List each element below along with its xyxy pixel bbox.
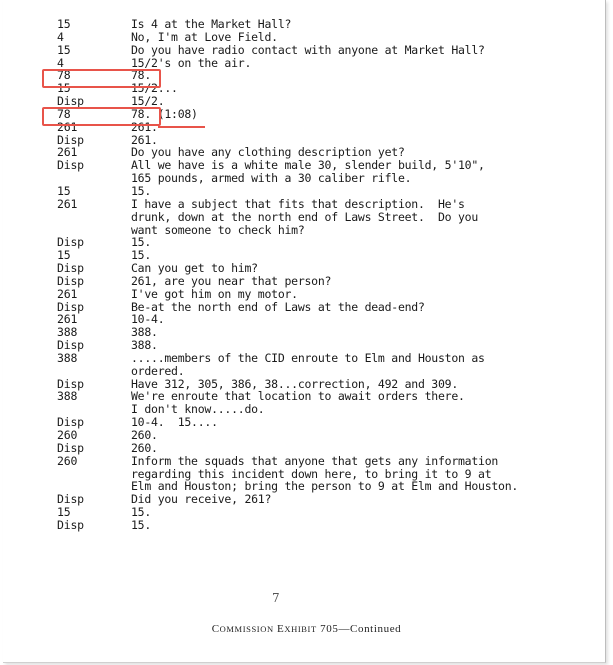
speaker-id: 388	[57, 350, 78, 365]
transmission-text: ordered.	[131, 363, 185, 378]
transmission-text: drunk, down at the north end of Laws Street. Do you	[131, 209, 479, 224]
transcript-line	[0, 288, 613, 301]
speaker-id: Disp	[57, 235, 84, 250]
transmission-text: I don't know.....do.	[131, 402, 265, 417]
transmission-text: 10-4.	[131, 312, 165, 327]
highlight-underline-time	[158, 126, 205, 128]
transmission-text: 15/2's on the air.	[131, 55, 252, 70]
transcript-line	[0, 262, 613, 275]
transcript-line	[0, 493, 613, 506]
speaker-id: 4	[57, 55, 64, 70]
speaker-id: Disp	[57, 132, 84, 147]
transmission-text: 388.	[131, 325, 158, 340]
transcript-line	[0, 224, 613, 237]
transmission-text: All we have is a white male 30, slender build, 5'10",	[131, 158, 485, 173]
speaker-id: 261	[57, 312, 78, 327]
transcript-line	[0, 480, 613, 493]
speaker-id: 15	[57, 17, 71, 31]
speaker-id: 15	[57, 42, 71, 57]
speaker-id: Disp	[57, 338, 84, 353]
transcript-line	[0, 18, 613, 31]
speaker-id: 78	[57, 68, 71, 83]
transcript-line	[0, 172, 613, 185]
speaker-id: Disp	[57, 376, 84, 391]
speaker-id: 15	[57, 505, 71, 520]
transmission-text: Have 312, 305, 386, 38...correction, 492 and 309.	[131, 376, 459, 391]
transmission-text: Inform the squads that anyone that gets any information	[131, 453, 499, 468]
transcript-line	[0, 275, 613, 288]
footer-commission-initial: C	[211, 623, 220, 635]
transcript-line	[0, 211, 613, 224]
transmission-text: Is 4 at the Market Hall?	[131, 17, 292, 31]
transmission-text: 10-4. 15....	[131, 415, 218, 430]
speaker-id: 78	[57, 106, 71, 121]
transmission-text: 261, are you near that person?	[131, 273, 332, 288]
transcript-line	[0, 339, 613, 352]
transcript-line	[0, 352, 613, 365]
transmission-text: regarding this incident down here, to bring it to 9 at	[131, 466, 492, 481]
speaker-id: 4	[57, 29, 64, 44]
transmission-text: 260.	[131, 428, 158, 442]
transmission-text: No, I'm at Love Field.	[131, 29, 278, 44]
speaker-id: 261	[57, 286, 78, 301]
transcript-line	[0, 301, 613, 314]
transmission-text: 15.	[131, 183, 152, 198]
transmission-text: 261.	[131, 119, 158, 134]
transmission-text: 388.	[131, 338, 158, 353]
speaker-id: 388	[57, 389, 78, 404]
transcript-line	[0, 31, 613, 44]
speaker-id: Disp	[57, 517, 84, 532]
transmission-text: Do you have any clothing description yet?	[131, 145, 405, 160]
transcript-line	[0, 95, 613, 108]
transmission-text: 15/2.	[131, 94, 165, 109]
transmission-text: Did you receive, 261?	[131, 492, 272, 507]
transcript-line	[0, 57, 613, 70]
page-mark: 7	[272, 591, 281, 605]
exhibit-footer	[0, 623, 613, 635]
radio-log-transcript	[0, 18, 613, 532]
footer-exhibit-rest: XHIBIT	[284, 624, 317, 634]
transcript-line	[0, 198, 613, 211]
transmission-text: I've got him on my motor.	[131, 286, 298, 301]
transmission-text: 15/2...	[131, 81, 178, 96]
speaker-id: 260	[57, 453, 78, 468]
speaker-id: 261	[57, 119, 78, 134]
speaker-id: Disp	[57, 492, 84, 507]
transmission-text: I have a subject that fits that description. He's	[131, 196, 465, 211]
transcript-line	[0, 326, 613, 339]
speaker-id: 388	[57, 325, 78, 340]
transcript-line	[0, 519, 613, 532]
speaker-id: Disp	[57, 273, 84, 288]
transcript-line	[0, 403, 613, 416]
footer-commission-rest: OMMISSION	[219, 624, 274, 634]
transcript-line	[0, 442, 613, 455]
transcript-line	[0, 416, 613, 429]
speaker-id: 261	[57, 196, 78, 211]
speaker-id: 261	[57, 145, 78, 160]
speaker-id: Disp	[57, 158, 84, 173]
transcript-line	[0, 429, 613, 442]
footer-exhibit-initial: E	[277, 623, 285, 635]
speaker-id: Disp	[57, 94, 84, 109]
transmission-text: 165 pounds, armed with a 30 caliber rifle.	[131, 171, 412, 186]
transmission-text: We're enroute that location to await orders there.	[131, 389, 465, 404]
speaker-id: 15	[57, 81, 71, 96]
speaker-id: Disp	[57, 415, 84, 430]
transcript-line	[0, 249, 613, 262]
transmission-text: 15.	[131, 505, 152, 520]
transcript-line	[0, 506, 613, 519]
transmission-text: Elm and Houston; bring the person to 9 at Elm and Houston.	[131, 479, 519, 494]
transcript-line	[0, 313, 613, 326]
transmission-text: 260.	[131, 440, 158, 455]
speaker-id: 15	[57, 248, 71, 263]
transmission-text: 78.	[131, 68, 152, 83]
transmission-text: 15.	[131, 235, 152, 250]
speaker-id: Disp	[57, 261, 84, 276]
speaker-id: 15	[57, 183, 71, 198]
highlight-box-78-first	[42, 69, 161, 88]
speaker-id: Disp	[57, 440, 84, 455]
transcript-line	[0, 365, 613, 378]
speaker-id: Disp	[57, 299, 84, 314]
transcript-line	[0, 185, 613, 198]
transmission-text: 78. (1:08)	[131, 106, 198, 121]
transcript-line	[0, 390, 613, 403]
speaker-id: 260	[57, 428, 78, 442]
footer-exhibit-number: 705—Continued	[320, 623, 402, 635]
transmission-text: 261.	[131, 132, 158, 147]
transmission-text: .....members of the CID enroute to Elm and Houston as	[131, 350, 485, 365]
transmission-text: want someone to check him?	[131, 222, 305, 237]
highlight-box-78-second	[42, 107, 161, 126]
transmission-text: Can you get to him?	[131, 261, 258, 276]
transcript-line	[0, 455, 613, 468]
transmission-text: 15.	[131, 517, 152, 532]
transcript-line	[0, 44, 613, 57]
transcript-line	[0, 236, 613, 249]
transmission-text: 15.	[131, 248, 152, 263]
transmission-text: Be-at the north end of Laws at the dead-end?	[131, 299, 425, 314]
transmission-text: Do you have radio contact with anyone at Market Hall?	[131, 42, 485, 57]
